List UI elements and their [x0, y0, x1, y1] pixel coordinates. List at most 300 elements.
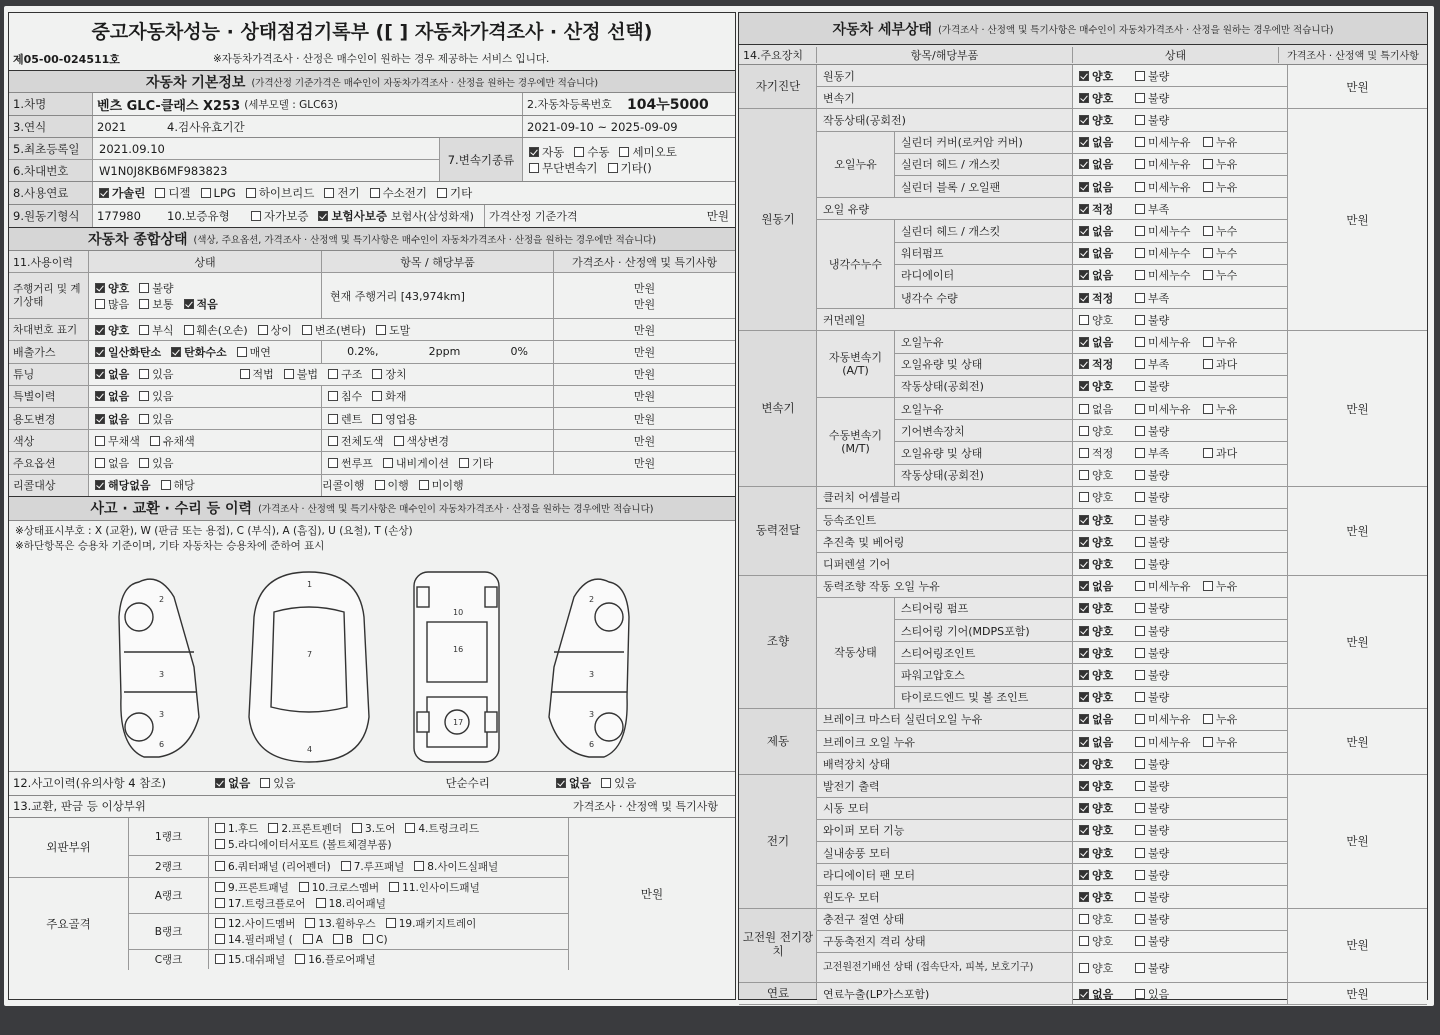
status-check[interactable] [1135, 293, 1145, 303]
part16-check[interactable] [295, 954, 305, 964]
status-check[interactable] [1203, 159, 1213, 169]
mileage-good-check[interactable] [95, 283, 105, 293]
tuning-opt: 있음 [152, 368, 174, 382]
status-check[interactable] [1135, 159, 1145, 169]
tuning-illegal-check[interactable] [284, 369, 294, 379]
status-option: 없음 [1092, 269, 1114, 283]
status-option: 불량 [1148, 802, 1170, 816]
price-unit: 만원 [706, 209, 729, 223]
detail-row [817, 931, 1287, 953]
use-rent-check[interactable] [328, 414, 338, 424]
status-check[interactable] [1079, 648, 1089, 658]
warranty-self-check[interactable] [251, 211, 261, 221]
status-option: 불량 [1148, 491, 1170, 505]
status-check[interactable] [1079, 226, 1089, 236]
status-check[interactable] [1135, 492, 1145, 502]
mileage-opt: 보통 [152, 297, 174, 311]
status-check[interactable] [1079, 159, 1089, 169]
simple-yes-check[interactable] [601, 778, 611, 788]
svg-text:17: 17 [453, 717, 464, 727]
detail-item-label: 파워고압호스 [895, 664, 1073, 685]
status-check[interactable] [1135, 870, 1145, 880]
status-check[interactable] [1135, 648, 1145, 658]
mileage-opt: 불량 [152, 281, 174, 295]
status-check[interactable] [1135, 737, 1145, 747]
gas-smoke-check[interactable] [237, 347, 247, 357]
status-check[interactable] [1135, 759, 1145, 769]
status-check[interactable] [1135, 803, 1145, 813]
detail-row [817, 309, 1287, 331]
recall-opt: 이행 [387, 479, 409, 493]
detail-item-label: 동력조향 작동 오일 누유 [817, 576, 1073, 597]
trans-opt: 기타() [620, 160, 652, 175]
pillarA-check[interactable] [303, 934, 313, 944]
recall-done-check[interactable] [375, 480, 385, 490]
group-price: 만원 [1287, 65, 1427, 109]
fuel-opt: 수소전기 [382, 186, 428, 200]
first-reg: 2021.09.10 [99, 141, 165, 156]
part-item: 16.플로어패널 [308, 953, 376, 966]
part8-check[interactable] [414, 861, 424, 871]
part-item: 4.트렁크리드 [418, 822, 480, 835]
option-price: 만원 [633, 456, 656, 470]
special-opt: 없음 [108, 390, 130, 404]
fuel-gasoline-check[interactable] [99, 188, 109, 198]
status-check[interactable] [1135, 71, 1145, 81]
color-change-check[interactable] [394, 436, 404, 446]
detail-row [817, 487, 1287, 509]
use-none-check[interactable] [95, 414, 105, 424]
status-check[interactable] [1079, 870, 1089, 880]
status-option: 불량 [1148, 913, 1170, 927]
detail-item-label: 윈도우 모터 [817, 886, 1073, 907]
trans-manual-check[interactable] [574, 147, 584, 157]
trans-auto-check[interactable] [529, 147, 539, 157]
detail-item-label: 작동상태(공회전) [817, 109, 1073, 130]
status-option: 양호 [1092, 513, 1114, 527]
part19-check[interactable] [386, 918, 396, 928]
group-price: 만원 [1287, 487, 1427, 576]
status-option: 없음 [1092, 158, 1114, 172]
detail-row [895, 687, 1287, 709]
fuel-other-check[interactable] [437, 188, 447, 198]
status-check[interactable] [1135, 670, 1145, 680]
status-check[interactable] [1079, 137, 1089, 147]
status-check[interactable] [1135, 892, 1145, 902]
status-option: 양호 [1092, 846, 1114, 860]
status-check[interactable] [1203, 581, 1213, 591]
status-check[interactable] [1079, 381, 1089, 391]
status-check[interactable] [1079, 93, 1089, 103]
detail-item-label: 와이퍼 모터 기능 [817, 820, 1073, 841]
detail-row [895, 287, 1287, 309]
accident-yes-check[interactable] [260, 778, 270, 788]
status-check[interactable] [1135, 936, 1145, 946]
trans-other-check[interactable] [608, 163, 618, 173]
part-item: 14.필러패널 ( [228, 933, 293, 946]
status-option: 불량 [1148, 624, 1170, 638]
status-option: 불량 [1148, 602, 1170, 616]
status-check[interactable] [1079, 448, 1089, 458]
group-g_power: 동력전달 [739, 487, 817, 576]
status-check[interactable] [1079, 426, 1089, 436]
status-check[interactable] [1203, 737, 1213, 747]
detail-row [817, 842, 1287, 864]
status-check[interactable] [1135, 270, 1145, 280]
detail-item-label: 스티어링 펌프 [895, 598, 1073, 619]
vin-alter-check[interactable] [302, 325, 312, 335]
part-item: 6.쿼터패널 (리어펜더) [228, 860, 331, 873]
part3-check[interactable] [352, 823, 362, 833]
detail-item-label: 오일 유량 [817, 198, 1073, 219]
detail-item-label: 오일유량 및 상태 [895, 442, 1073, 463]
tuning-opt: 없음 [108, 368, 130, 382]
status-check[interactable] [1079, 825, 1089, 835]
pillarB-check[interactable] [333, 934, 343, 944]
status-check[interactable] [1135, 714, 1145, 724]
accident-none-check[interactable] [215, 778, 225, 788]
gas-co-check[interactable] [95, 347, 105, 357]
detail-item-label: 워터펌프 [895, 243, 1073, 264]
tuning-opt: 불법 [296, 368, 319, 382]
status-check[interactable] [1079, 989, 1089, 999]
status-check[interactable] [1135, 248, 1145, 258]
part-item: 13.휠하우스 [318, 917, 376, 930]
special-opt: 침수 [341, 390, 363, 404]
status-check[interactable] [1079, 515, 1089, 525]
part1-check[interactable] [215, 823, 225, 833]
status-check[interactable] [1079, 559, 1089, 569]
part13-check[interactable] [305, 918, 315, 928]
mileage-mid-check[interactable] [139, 299, 149, 309]
mileage-bad-check[interactable] [139, 283, 149, 293]
group-price: 만원 [1287, 983, 1427, 1005]
detail-table [739, 65, 1427, 999]
simple-repair-label: 단순수리 [445, 776, 490, 791]
status-check[interactable] [1079, 404, 1089, 414]
col-price: 가격조사 · 산정액 및 특기사항 [572, 255, 717, 269]
status-check[interactable] [1135, 825, 1145, 835]
status-check[interactable] [1135, 182, 1145, 192]
vin-diff-check[interactable] [258, 325, 268, 335]
inspect-label: 4.검사유효기간 [163, 116, 523, 137]
tuning-price: 만원 [633, 368, 656, 382]
status-check[interactable] [1135, 426, 1145, 436]
detail-header: 자동차 세부상태 (가격조사 · 산정액 및 특기사항은 매수인이 자동차가격조사 · 산정을 원하는 경우에만 적습니다) [739, 13, 1427, 45]
status-check[interactable] [1079, 71, 1089, 81]
option-yes-check[interactable] [139, 458, 149, 468]
detail-row [895, 465, 1287, 487]
fuel-opt: 기타 [450, 186, 473, 200]
status-check[interactable] [1079, 759, 1089, 769]
status-check[interactable] [1079, 182, 1089, 192]
status-option: 불량 [1148, 961, 1170, 975]
status-check[interactable] [1135, 404, 1145, 414]
detail-item-label: 배력장치 상태 [817, 753, 1073, 774]
status-option: 불량 [1148, 890, 1170, 904]
subgroup-s_coolant: 냉각수누수 [817, 220, 895, 309]
part-item: 9.프론트패널 [228, 881, 289, 894]
status-option: 양호 [1092, 91, 1114, 105]
exchange-price: 만원 [640, 886, 664, 901]
part9-check[interactable] [215, 882, 225, 892]
status-check[interactable] [1079, 359, 1089, 369]
color-full-check[interactable] [328, 436, 338, 446]
status-check[interactable] [1135, 781, 1145, 791]
mileage-price: 만원 [633, 281, 656, 295]
option-nav-check[interactable] [383, 458, 393, 468]
trans-cvt-check[interactable] [529, 163, 539, 173]
svg-text:4: 4 [307, 744, 313, 754]
status-check[interactable] [1079, 670, 1089, 680]
status-check[interactable] [1135, 603, 1145, 613]
status-check[interactable] [1203, 448, 1213, 458]
status-check[interactable] [1079, 714, 1089, 724]
part2-check[interactable] [268, 823, 278, 833]
tuning-opt: 구조 [341, 368, 363, 382]
gas-hc-check[interactable] [171, 347, 181, 357]
status-option: 있음 [1148, 987, 1170, 1001]
status-check[interactable] [1135, 115, 1145, 125]
right-form [738, 12, 1428, 1000]
part11-check[interactable] [389, 882, 399, 892]
status-check[interactable] [1135, 359, 1145, 369]
vin-opt: 상이 [270, 323, 292, 337]
color-chro-check[interactable] [150, 436, 160, 446]
detail-row [895, 420, 1287, 442]
status-option: 없음 [1092, 224, 1114, 238]
status-check[interactable] [1203, 714, 1213, 724]
fuel-diesel-check[interactable] [155, 188, 165, 198]
status-check[interactable] [1079, 626, 1089, 636]
status-check[interactable] [1135, 315, 1145, 325]
part6-check[interactable] [215, 861, 225, 871]
status-option: 없음 [1092, 713, 1114, 727]
part7-check[interactable] [341, 861, 351, 871]
status-option: 누유 [1216, 402, 1238, 416]
fuel-opt: 디젤 [168, 186, 191, 200]
status-option: 불량 [1148, 469, 1170, 483]
gas-val: 0.2%, [347, 345, 379, 359]
status-check[interactable] [1203, 137, 1213, 147]
car-top [249, 572, 369, 762]
status-check[interactable] [1079, 337, 1089, 347]
status-option: 없음 [1092, 247, 1114, 261]
status-option: 적정 [1092, 202, 1114, 216]
use-biz-check[interactable] [372, 414, 382, 424]
group-price: 만원 [1287, 331, 1427, 486]
fuel-lpg-check[interactable] [201, 188, 211, 198]
status-check[interactable] [1079, 914, 1089, 924]
part12-check[interactable] [215, 918, 225, 928]
status-check[interactable] [1203, 226, 1213, 236]
vin-corr-check[interactable] [139, 325, 149, 335]
fuel-hybrid-check[interactable] [246, 188, 256, 198]
option-other-check[interactable] [459, 458, 469, 468]
status-check[interactable] [1079, 892, 1089, 902]
detail-item-label: 고전원전기배선 상태 (접속단자, 피복, 보호기구) [817, 953, 1073, 982]
status-check[interactable] [1079, 248, 1089, 258]
status-check[interactable] [1135, 537, 1145, 547]
tuning-device-check[interactable] [372, 369, 382, 379]
detail-item-label: 등속조인트 [817, 509, 1073, 530]
status-option: 불량 [1148, 668, 1170, 682]
status-check[interactable] [1135, 989, 1145, 999]
status-check[interactable] [1203, 270, 1213, 280]
status-option: 양호 [1092, 602, 1114, 616]
status-check[interactable] [1135, 559, 1145, 569]
vin-good-check[interactable] [95, 325, 105, 335]
status-check[interactable] [1135, 692, 1145, 702]
detail-row [895, 398, 1287, 420]
mileage-value: 현재 주행거리 [43,974km] [330, 289, 465, 303]
fuel-h2-check[interactable] [370, 188, 380, 198]
status-check[interactable] [1079, 692, 1089, 702]
pillarC-check[interactable] [363, 934, 373, 944]
group-price: 만원 [1287, 709, 1427, 776]
status-option: 부족 [1148, 202, 1170, 216]
status-check[interactable] [1203, 359, 1213, 369]
simple-none-check[interactable] [556, 778, 566, 788]
status-check[interactable] [1079, 581, 1089, 591]
status-check[interactable] [1079, 270, 1089, 280]
status-check[interactable] [1079, 492, 1089, 502]
car-frame [414, 572, 499, 762]
status-check[interactable] [1135, 226, 1145, 236]
trans-semi-check[interactable] [619, 147, 629, 157]
status-check[interactable] [1079, 848, 1089, 858]
tuning-none-check[interactable] [95, 369, 105, 379]
part4-check[interactable] [405, 823, 415, 833]
recall-yes-check[interactable] [161, 480, 171, 490]
detail-item-label: 냉각수 수량 [895, 287, 1073, 308]
tuning-struct-check[interactable] [328, 369, 338, 379]
status-check[interactable] [1203, 182, 1213, 192]
option-sunroof-check[interactable] [328, 458, 338, 468]
legend-codes: ※상태표시부호 : X (교환), W (판금 또는 용접), C (부식), A (흠집), U (요철), T (손상) [15, 524, 413, 537]
tuning-yes-check[interactable] [139, 369, 149, 379]
status-check[interactable] [1079, 470, 1089, 480]
special-opt: 있음 [152, 390, 174, 404]
option-opt: 내비게이션 [395, 456, 450, 470]
status-check[interactable] [1203, 404, 1213, 414]
status-check[interactable] [1135, 470, 1145, 480]
status-check[interactable] [1079, 936, 1089, 946]
status-check[interactable] [1203, 337, 1213, 347]
use-label: 용도변경 [9, 408, 89, 429]
status-check[interactable] [1135, 515, 1145, 525]
status-check[interactable] [1079, 293, 1089, 303]
car-side-right [549, 579, 629, 757]
status-check[interactable] [1135, 337, 1145, 347]
status-option: 양호 [1092, 691, 1114, 705]
status-check[interactable] [1135, 137, 1145, 147]
status-check[interactable] [1079, 737, 1089, 747]
svg-text:3: 3 [589, 709, 595, 719]
status-check[interactable] [1135, 848, 1145, 858]
part18-check[interactable] [316, 898, 326, 908]
part14-check[interactable] [215, 934, 225, 944]
warranty-ins-check[interactable] [318, 211, 328, 221]
vin-dmg-check[interactable] [184, 325, 194, 335]
status-check[interactable] [1079, 963, 1089, 973]
status-check[interactable] [1079, 204, 1089, 214]
status-check[interactable] [1079, 115, 1089, 125]
use-yes-check[interactable] [139, 414, 149, 424]
status-table [9, 251, 735, 497]
status-option: 없음 [1092, 180, 1114, 194]
part5-check[interactable] [215, 839, 225, 849]
recall-opt: 미이행 [431, 479, 464, 493]
status-check[interactable] [1135, 381, 1145, 391]
status-check[interactable] [1135, 204, 1145, 214]
status-check[interactable] [1079, 781, 1089, 791]
status-check[interactable] [1079, 603, 1089, 613]
status-check[interactable] [1135, 626, 1145, 636]
status-check[interactable] [1135, 581, 1145, 591]
part10-check[interactable] [299, 882, 309, 892]
status-check[interactable] [1079, 537, 1089, 547]
status-check[interactable] [1135, 963, 1145, 973]
group-g_self: 자기진단 [739, 65, 817, 109]
status-option: 없음 [1092, 580, 1114, 594]
detail-row [817, 798, 1287, 820]
status-option: 불량 [1148, 846, 1170, 860]
recall-undone-check[interactable] [419, 480, 429, 490]
car-side-left [119, 579, 199, 757]
color-achro-check[interactable] [95, 436, 105, 446]
detail-item-label: 브레이크 오일 누유 [817, 731, 1073, 752]
option-none-check[interactable] [95, 458, 105, 468]
status-check[interactable] [1079, 315, 1089, 325]
detail-row [895, 354, 1287, 376]
status-option: 미세누유 [1148, 735, 1191, 749]
detail-item-label: 발전기 출력 [817, 775, 1073, 796]
status-check[interactable] [1135, 448, 1145, 458]
status-option: 적정 [1092, 358, 1114, 372]
mileage-low-check[interactable] [184, 299, 194, 309]
detail-row [895, 154, 1287, 176]
part17-check[interactable] [215, 898, 225, 908]
special-fire-check[interactable] [372, 391, 382, 401]
recall-none-check[interactable] [95, 480, 105, 490]
detail-item-label: 커먼레일 [817, 309, 1073, 330]
status-check[interactable] [1135, 914, 1145, 924]
part15-check[interactable] [215, 954, 225, 964]
vin-paint-check[interactable] [376, 325, 386, 335]
special-yes-check[interactable] [139, 391, 149, 401]
status-option: 누유 [1216, 158, 1238, 172]
fuel-ev-check[interactable] [324, 188, 334, 198]
detail-item-label: 추진축 및 베어링 [817, 531, 1073, 552]
detail-row [895, 132, 1287, 154]
mileage-high-check[interactable] [95, 299, 105, 309]
detail-item-label: 브레이크 마스터 실린더오일 누유 [817, 709, 1073, 730]
group-g_engine: 원동기 [739, 109, 817, 331]
motor-value: 177980 [97, 209, 141, 223]
tuning-legal-check[interactable] [240, 369, 250, 379]
recall-opt: 해당없음 [108, 479, 151, 493]
option-opt: 없음 [108, 456, 130, 470]
special-flood-check[interactable] [328, 391, 338, 401]
special-none-check[interactable] [95, 391, 105, 401]
status-check[interactable] [1203, 248, 1213, 258]
status-check[interactable] [1079, 803, 1089, 813]
status-option: 불량 [1148, 557, 1170, 571]
status-option: 미세누유 [1148, 402, 1191, 416]
part-item: 19.패키지트레이 [398, 917, 477, 930]
status-check[interactable] [1135, 93, 1145, 103]
